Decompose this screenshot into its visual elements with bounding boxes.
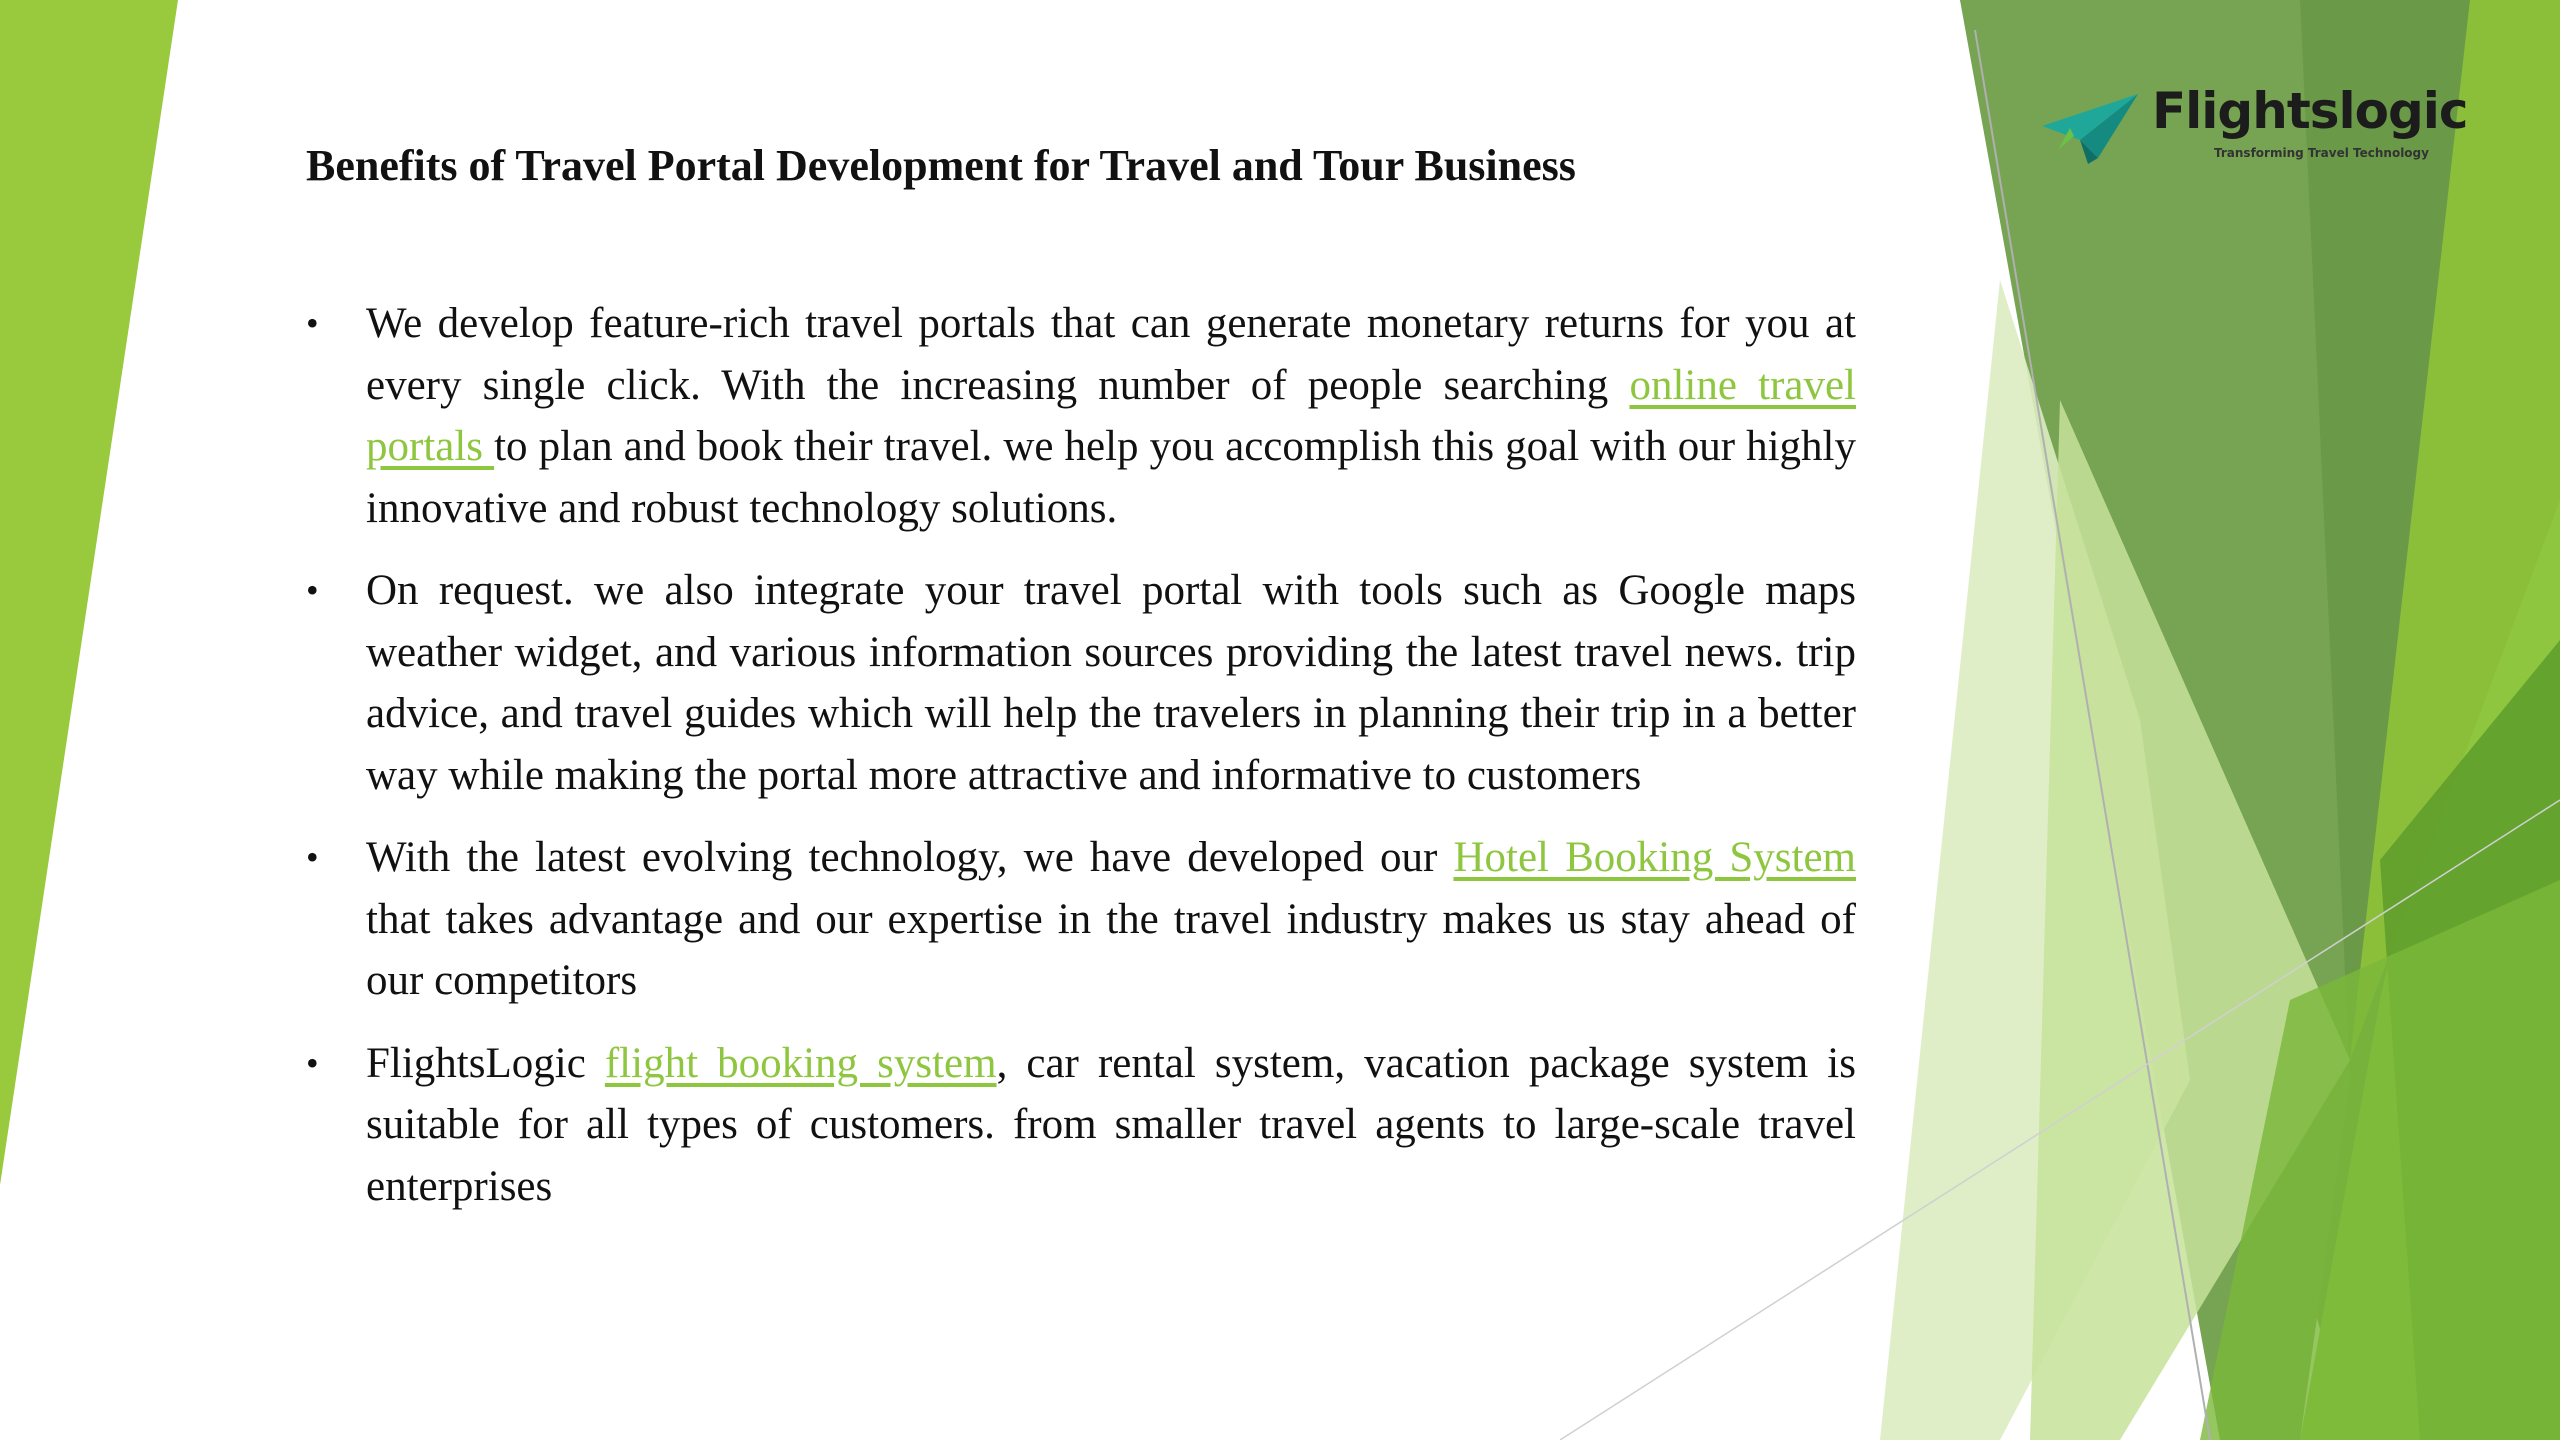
flightslogic-logo bbox=[2040, 80, 2468, 170]
bullet-4-text-pre: FlightsLogic bbox=[366, 1039, 605, 1087]
bullet-item-2 bbox=[306, 560, 1856, 806]
bullet-item-4 bbox=[306, 1033, 1856, 1218]
bullet-list bbox=[306, 293, 1856, 1217]
hotel-booking-system-link[interactable]: Hotel Booking System bbox=[1453, 834, 1856, 881]
bullet-dot: • bbox=[306, 837, 319, 877]
bullet-dot: • bbox=[306, 1042, 319, 1083]
bullet-2-text: On request. we also integrate your travel portal with tools such as Google maps weather widget, and various information sources providing the latest travel news. trip advice, and travel guides which will help the travelers in planning their trip in a better way while making the portal more attractive and informative to customers bbox=[366, 567, 1856, 799]
bullet-dot: • bbox=[306, 570, 319, 610]
bullet-1-text-post: to plan and book their travel. we help you accomplish this goal with our highly innovative and robust technology solutions. bbox=[366, 423, 1856, 532]
slide-title: Benefits of Travel Portal Development for Travel and Tour Business bbox=[306, 141, 1576, 190]
slide-content bbox=[306, 140, 1856, 1238]
logo-name: Flightslogic bbox=[2152, 82, 2468, 140]
bullet-item-3 bbox=[306, 827, 1856, 1012]
logo-tagline: Transforming Travel Technology bbox=[2214, 146, 2429, 160]
bullet-3-text-pre: With the latest evolving technology, we have developed our bbox=[366, 834, 1454, 881]
online-travel-portals-link[interactable]: online travel portals bbox=[366, 361, 1856, 470]
bullet-4-text-post: , car rental system, vacation package system is suitable for all types of customers. from smaller travel agents to large-scale travel enterprises bbox=[366, 1039, 1856, 1210]
bullet-item-1 bbox=[306, 293, 1856, 539]
flight-booking-system-link[interactable]: flight booking system bbox=[604, 1039, 997, 1087]
bullet-3-text-post: that takes advantage and our expertise in the travel industry makes us stay ahead of our competitors bbox=[366, 895, 1856, 1004]
left-green-wedge bbox=[0, 0, 178, 1185]
bullet-dot: • bbox=[306, 303, 319, 343]
paper-plane-icon bbox=[2040, 88, 2140, 168]
bullet-1-text-pre: We develop feature-rich travel portals that can generate monetary returns for you at every single click. With the increasing number of people searching bbox=[366, 300, 1856, 409]
